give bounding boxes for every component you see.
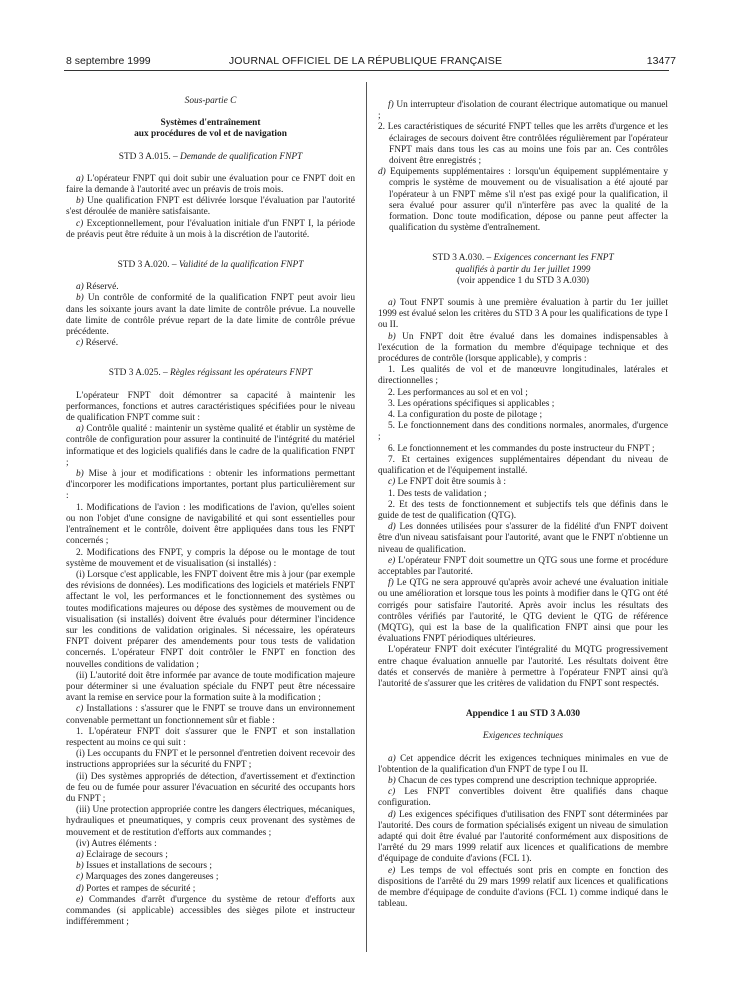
paragraph: b) Un FNPT doit être évalué dans les domaines indispensables à l'exécution de la formation du membre d'équipage technique et des procédures de contrôle (lorsque applicable), y compris : — [378, 331, 668, 365]
list-item: 7. Et certaines exigences supplémentaires dépendant du niveau de qualification et de l'équipement installé. — [378, 454, 668, 477]
paragraph: 1. Modifications de l'avion : les modifications de l'avion, qu'elles soient ou non l'objet d'une consigne de navigabilité et qui sont essentielles pour l'entraînement et le contrôle, doivent être appliquées dans tous les FNPT concernés ; — [66, 502, 355, 547]
list-item: 1. Les qualités de vol et de manœuvre longitudinales, latérales et directionnelles ; — [378, 365, 668, 387]
list-item: d) Portes et rampes de sécurité ; — [76, 883, 196, 894]
paragraph: 2. Les caractéristiques de sécurité FNPT telles que les arrêts d'urgence et les éclairages de secours doivent être contrôlées régulièrement par l'opérateur FNPT mais dans tous les cas au moins une fois par an. Ces contrôles doivent être enregistrés ; — [378, 122, 668, 167]
header-page-number: 13477 — [646, 55, 676, 67]
list-item: e) Commandes d'arrêt d'urgence du système de retour d'efforts aux commandes (si applicable) accessibles des sièges pilote et instructeur indifféremment ; — [66, 894, 355, 928]
paragraph: c) Exceptionnellement, pour l'évaluation initiale d'un FNPT I, la période de préavis peut être réduite à un mois à la discrétion de l'autorité. — [66, 218, 355, 240]
list-item: 3. Les opérations spécifiques si applicables ; — [388, 398, 555, 409]
page-header — [0, 55, 731, 71]
paragraph: c) Les FNPT convertibles doivent être qualifiés dans chaque configuration. — [378, 787, 668, 809]
list-item: 6. Le fonctionnement et les commandes du poste instructeur du FNPT ; — [388, 443, 655, 454]
paragraph: a) Tout FNPT soumis à une première évaluation à partir du 1er juillet 1999 est évalué selon les critères du STD 3 A pour les qualifications de type I ou II. — [378, 298, 668, 331]
std015-title: Demande de qualification FNPT — [180, 151, 303, 162]
paragraph: d) Les exigences spécifiques d'utilisation des FNPT sont déterminées par l'autorité. Des cours de formation spécialisés exigent un niveau de simulation adapté qui doit être évalué par l'autorité conformément aux dispositions de l'arrêté du 29 mars 1999 relatif aux licences et qualifications de membre d'équipage de conduite d'avions (FCL 1). — [378, 809, 668, 865]
paragraph: L'opérateur FNPT doit démontrer sa capacité à maintenir les performances, fonctions et autres caractéristiques spécifiées pour le niveau de qualification FNPT comme suit : — [66, 390, 355, 424]
std030-heading — [378, 253, 668, 264]
std030-note: (voir appendice 1 du STD 3 A.030) — [456, 275, 590, 286]
list-item: c) Marquages des zones dangereuses ; — [76, 872, 219, 883]
appendix-title: Appendice 1 au STD 3 A.030 — [465, 709, 581, 720]
paragraph: b) Mise à jour et modifications : obtenir les informations permettant d'incorporer les modifications importantes, portant plus particulièrement sur : — [66, 469, 355, 502]
std020-heading — [66, 260, 355, 271]
paragraph: b) Une qualification FNPT est délivrée lorsque l'évaluation par l'autorité s'est déroulée de manière satisfaisante. — [66, 196, 356, 218]
list-item: a) Eclairage de secours ; — [76, 849, 168, 860]
paragraph: (ii) L'autorité doit être informée par avance de toute modification majeure pour déterminer si une évaluation spéciale du FNPT peut être nécessaire avant la remise en service pour la formation suite à la modification ; — [66, 670, 355, 704]
paragraph: (ii) Des systèmes appropriés de détection, d'avertissement et d'extinction de feu ou de fumée pour assurer l'évacuation en sécurité des occupants hors du FNPT ; — [66, 771, 355, 804]
std025-title: Règles régissant les opérateurs FNPT — [170, 368, 313, 379]
paragraph: c) Le FNPT doit être soumis à : — [388, 477, 506, 488]
paragraph: c) Réservé. — [76, 338, 119, 349]
header-date: 8 septembre 1999 — [66, 55, 151, 67]
paragraph: b) Chacun de ces types comprend une description technique appropriée. — [388, 775, 657, 786]
paragraph: e) L'opérateur FNPT doit soumettre un QTG sous une forme et procédure acceptables par l'autorité. — [378, 555, 668, 577]
paragraph: a) Contrôle qualité : maintenir un système qualité et établir un système de contrôle de configuration pour assurer la continuité de l'intégrité du matériel informatique et des logiciels qualifiés dans le cadre de la qualification FNPT ; — [66, 424, 356, 468]
header-journal-title: JOURNAL OFFICIEL DE LA RÉPUBLIQUE FRANÇAISE — [228, 55, 503, 67]
std030-title-line2: qualifiés à partir du 1er juillet 1999 — [455, 264, 591, 275]
list-item: 5. Le fonctionnement dans des conditions normales, anormales, d'urgence ; — [378, 421, 668, 443]
header-rule — [64, 70, 669, 71]
std025-code: STD 3 A.025. – — [108, 368, 171, 379]
list-item: 4. La configuration du poste de pilotage ; — [388, 410, 543, 421]
section-title-line2: aux procédures de vol et de navigation — [134, 129, 287, 140]
std020-title: Validité de la qualification FNPT — [178, 260, 304, 271]
paragraph: (i) Les occupants du FNPT et le personnel d'entretien doivent recevoir des instructions appropriées sur la sécurité du FNPT ; — [66, 749, 355, 771]
paragraph: (iv) Autres éléments : — [76, 838, 157, 849]
list-item: b) Issues et installations de secours ; — [76, 861, 212, 872]
list-item: 2. Les performances au sol et en vol ; — [388, 387, 528, 398]
std015-code: STD 3 A.015. – — [118, 151, 181, 162]
std030-title: Exigences concernant les FNPT — [493, 253, 614, 264]
paragraph: f) Le QTG ne sera approuvé qu'après avoir achevé une évaluation initiale ou une amélioration et lorsque tous les points à modifier dans le QTG ont été corrigés pour satisfaire l'autorité. Après avoir inclus les résultats des contrôles vérifiés par l'autorité, le QTG devient le QTG de référence (MQTG), qui est la base de la qualification FNPT ainsi que pour les évaluations FNPT périodiques ultérieures. — [378, 578, 668, 645]
paragraph: c) Installations : s'assurer que le FNPT se trouve dans un environnement convenable permettant un fonctionnement sûr et fiable : — [66, 704, 355, 726]
list-item: f) Un interrupteur d'isolation de courant électrique automatique ou manuel ; — [378, 100, 668, 122]
section-title-line1: Systèmes d'entraînement — [160, 118, 261, 129]
list-item: 2. Et des tests de fonctionnement et subjectifs tels que définis dans le guide de test de qualification (QTG). — [378, 499, 668, 521]
right-column — [378, 100, 668, 910]
paragraph: L'opérateur FNPT doit exécuter l'intégralité du MQTG progressivement entre chaque évaluation annuelle par l'autorité. Les résultats doivent être datés et conservés de manière à permettre à l'opérateur FNPT ainsi qu'à l'autorité de s'assurer que les critères de validation du FNPT sont respectés. — [378, 645, 668, 689]
std025-heading — [66, 368, 355, 379]
paragraph: 1. L'opérateur FNPT doit s'assurer que le FNPT et son installation respectent au moins ce qui suit : — [66, 726, 355, 748]
std020-code: STD 3 A.020. – — [117, 260, 179, 271]
subpart-heading: Sous-partie C — [184, 96, 237, 106]
std015-heading — [66, 152, 355, 163]
paragraph: (iii) Une protection appropriée contre les dangers électriques, mécaniques, hydrauliques et pneumatiques, y compris ceux provenant des systèmes de mouvement et de restitution d'efforts aux commandes ; — [66, 805, 355, 838]
paragraph: b) Un contrôle de conformité de la qualification FNPT peut avoir lieu dans les soixante jours avant la date limite de contrôle prévue. La nouvelle date limite de contrôle prévue repart de la date limite de contrôle prévue précédente. — [66, 293, 355, 338]
paragraph: d) Equipements supplémentaires : lorsqu'un équipement supplémentaire y compris le système de mouvement ou de visualisation a été ajouté par l'opérateur à un FNPT même s'il n'est pas exigé pour la qualification, il sera évalué pour assurer qu'il n'interfère pas avec la qualité de la formation. Donc toute modification, dépose ou panne peut affecter la qualification du système d'entraînement. — [378, 167, 668, 234]
list-item: 1. Des tests de validation ; — [388, 488, 487, 499]
paragraph: e) Les temps de vol effectués sont pris en compte en fonction des dispositions de l'arrêté du 29 mars 1999 relatif aux licences et qualifications de membre d'équipage de conduite d'avions (FCL 1) comme indiqué dans le tableau. — [378, 865, 668, 910]
appendix-subtitle: Exigences techniques — [482, 731, 564, 742]
paragraph: 2. Modifications des FNPT, y compris la dépose ou le montage de tout système de mouvement et de visualisation (si installés) : — [66, 547, 355, 569]
left-column — [66, 96, 355, 928]
column-divider — [366, 82, 367, 952]
paragraph: d) Les données utilisées pour s'assurer de la fidélité d'un FNPT doivent être d'un niveau satisfaisant pour l'autorité, avant que le FNPT n'obtienne un niveau de qualification. — [378, 522, 668, 555]
paragraph: a) Réservé. — [76, 282, 119, 293]
std030-code: STD 3 A.030. – — [432, 253, 494, 264]
paragraph: a) L'opérateur FNPT qui doit subir une évaluation pour ce FNPT doit en faire la demande à l'autorité avec un préavis de trois mois. — [66, 173, 355, 196]
paragraph: a) Cet appendice décrit les exigences techniques minimales en vue de l'obtention de la qualification d'un FNPT de type I ou II. — [378, 753, 668, 775]
paragraph: (i) Lorsque c'est applicable, les FNPT doivent être mis à jour (par exemple des révisions de données). Les modifications des logiciels et matériels FNPT affectant le vol, les performances et le fonctionnement des systèmes ou toutes modifications majeures ou dépose des systèmes de mouvement ou de visualisation (si installés) doivent être évalués pour déterminer l'incidence sur les conditions de validation originales. Si nécessaire, les opérateurs FNPT doivent préparer des amendements pour tous tests de validation concernés. L'opérateur FNPT doit contrôler le FNPT en fonction des nouvelles conditions de validation ; — [66, 569, 355, 670]
